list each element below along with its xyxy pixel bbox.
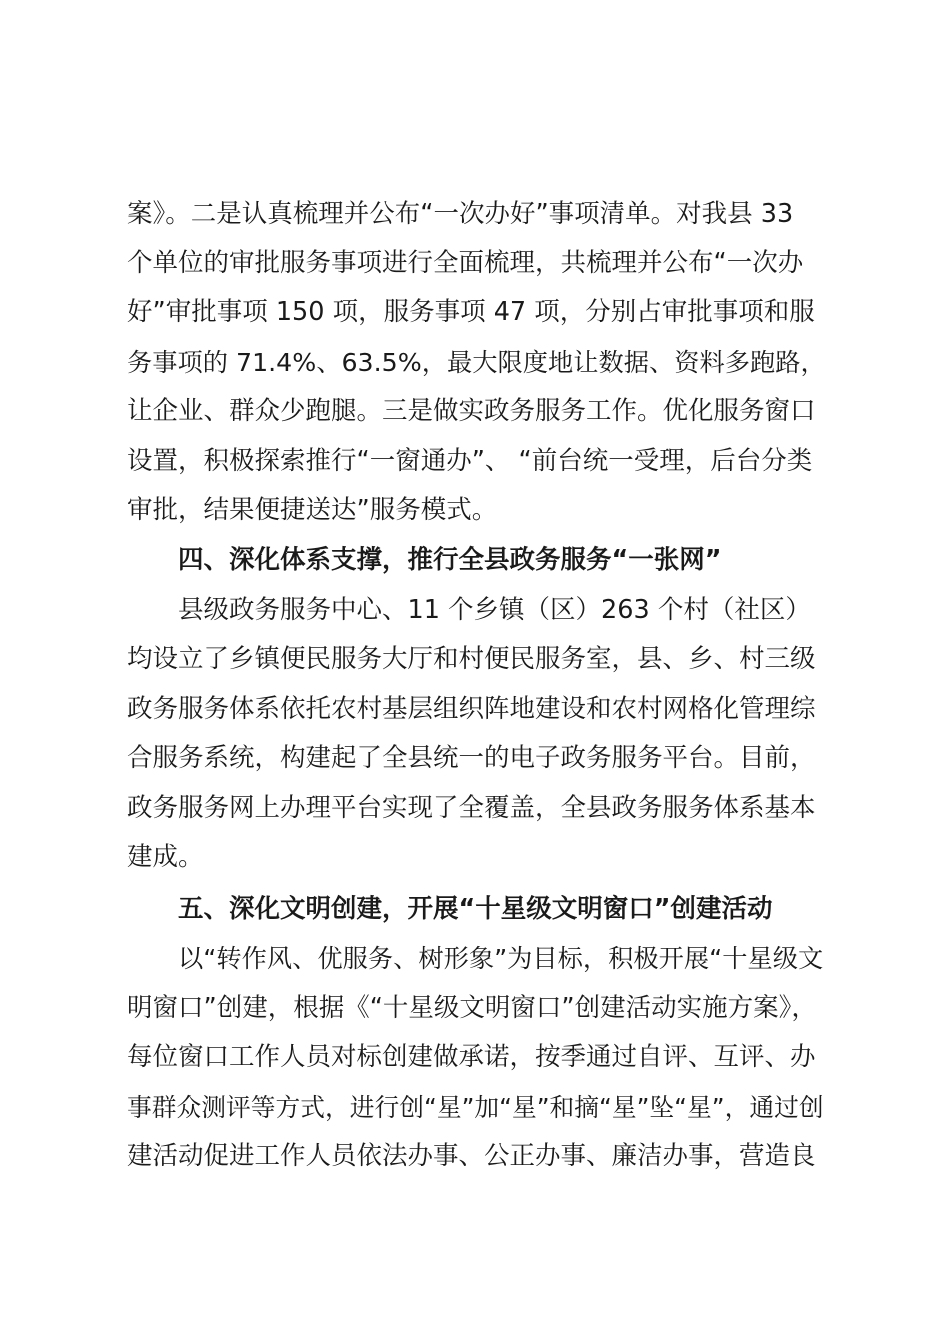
paragraph-line-10: 政务服务体系依托农村基层组织阵地建设和农村网格化管理综 bbox=[127, 694, 816, 724]
paragraph-line-13: 建成。 bbox=[127, 842, 204, 872]
section-heading-5: 五、深化文明创建，开展“十星级文明窗口”创建活动 bbox=[178, 894, 773, 924]
paragraph-line-14: 以“转作风、优服务、树形象”为目标，积极开展“十星级文 bbox=[178, 944, 824, 973]
paragraph-line-12: 政务服务网上办理平台实现了全覆盖，全县政务服务体系基本 bbox=[127, 793, 816, 823]
paragraph-line-5: 让企业、群众少跑腿。三是做实政务服务工作。优化服务窗口 bbox=[127, 396, 816, 426]
section-heading-4: 四、深化体系支撑，推行全县政务服务“一张网” bbox=[178, 545, 722, 575]
paragraph-line-6: 设置，积极探索推行“一窗通办”、 “前台统一受理，后台分类 bbox=[127, 446, 813, 476]
paragraph-line-7: 审批，结果便捷送达”服务模式。 bbox=[127, 495, 498, 525]
paragraph-line-3: 好”审批事项 150 项，服务事项 47 项，分别占审批事项和服 bbox=[127, 297, 815, 327]
paragraph-line-16: 每位窗口工作人员对标创建做承诺，按季通过自评、互评、办 bbox=[127, 1042, 816, 1072]
paragraph-line-2: 个单位的审批服务事项进行全面梳理，共梳理并公布“一次办 bbox=[127, 248, 804, 278]
paragraph-line-9: 均设立了乡镇便民服务大厅和村便民服务室，县、乡、村三级 bbox=[127, 644, 816, 674]
paragraph-line-8: 县级政务服务中心、11 个乡镇（区）263 个村（社区） bbox=[178, 595, 811, 625]
paragraph-line-18: 建活动促进工作人员依法办事、公正办事、廉洁办事，营造良 bbox=[127, 1141, 816, 1171]
paragraph-line-15: 明窗口”创建，根据《“十星级文明窗口”创建活动实施方案》， bbox=[127, 993, 817, 1023]
paragraph-line-4: 务事项的 71.4%、63.5%，最大限度地让数据、资料多跑路， bbox=[127, 348, 826, 377]
paragraph-line-1: 案》。二是认真梳理并公布“一次办好”事项清单。对我县 33 bbox=[127, 199, 794, 229]
paragraph-line-17: 事群众测评等方式，进行创“星”加“星”和摘“星”坠“星”，通过创 bbox=[127, 1093, 824, 1122]
paragraph-line-11: 合服务系统，构建起了全县统一的电子政务服务平台。目前， bbox=[127, 743, 816, 773]
